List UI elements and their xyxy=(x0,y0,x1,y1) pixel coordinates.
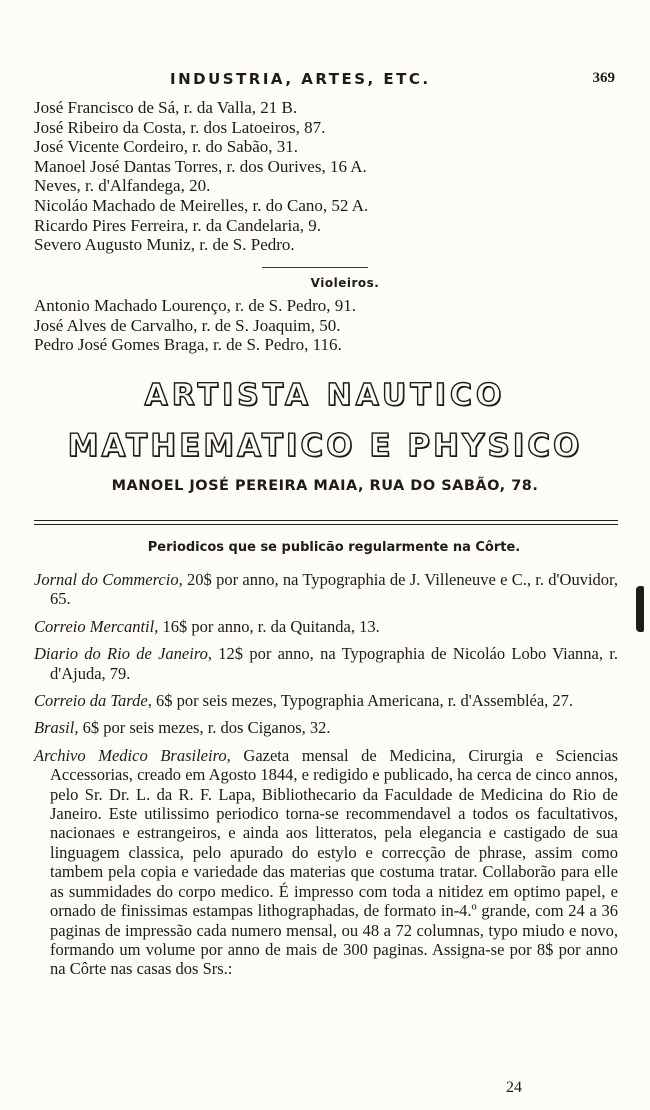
periodical-title: Diario do Rio de Janeiro xyxy=(34,644,208,664)
periodical-details: , 6$ por seis mezes, Typographia Americana, r. d'Assembléa, 27. xyxy=(147,691,574,711)
list-item: Nicoláo Machado de Meirelles, r. do Cano, 52 A. xyxy=(34,195,369,215)
section-divider xyxy=(262,267,368,268)
list-item: Pedro José Gomes Braga, r. de S. Pedro, 116. xyxy=(34,335,342,355)
list-item: José Francisco de Sá, r. da Valla, 21 B. xyxy=(34,98,298,117)
periodical-title: Correio Mercantil, xyxy=(34,616,159,636)
periodical-entry xyxy=(34,570,618,609)
list-item: Ricardo Pires Ferreira, r. da Candelaria, 9. xyxy=(34,215,322,235)
list-item: Antonio Machado Lourenço, r. de S. Pedro, 91. xyxy=(34,296,356,315)
periodicals-list xyxy=(34,570,618,979)
advert-proprietor: MANOEL JOSÉ PEREIRA MAIA, RUA DO SABÃO, 78. xyxy=(111,478,539,494)
periodical-title: Correio da Tarde xyxy=(34,691,148,711)
page-edge-mark xyxy=(636,586,644,632)
violeiros-list xyxy=(34,296,356,355)
section-heading-periodicos: Periodicos que se publicão regularmente na Côrte. xyxy=(147,540,521,555)
periodical-entry xyxy=(34,718,618,737)
list-item: José Alves de Carvalho, r. de S. Joaquim, 50. xyxy=(34,315,341,335)
periodical-title: Brasil, xyxy=(34,718,79,738)
periodical-details: Gazeta mensal de Medicina, Cirurgia e Sciencias Accessorias, creado em Agosto 1844, e redigido e publicado, ha cerca de cinco annos, pelo Sr. Dr. L. da R. F. Lapa, Bibliothecario da Faculdade de Medicina do Rio de Janeiro. Este utilissimo periodico torna-se recommendavel a todos os facultativos, nacionaes e estrangeiros, e ainda aos litteratos, pela elegancia e castigado de sua linguagem classica, pelo apurado do estylo e correcção de phrase, assim como tambem pela copia e variedade das materias que costuma tratar. Collaborão para elle as summidades do corpo medico. É impresso com toda a nitidez em optimo papel, e ornado de finissimas estampas lithographadas, de formato in-4.º grande, com 24 a 36 paginas de impressão cada numero mensal, ou 48 a 72 columnas, typo miudo e novo, formando um volume por anno de mais de 300 paginas. Assigna-se por 8$ por anno na Côrte nas casas dos Srs.: xyxy=(50,745,618,979)
list-item: Severo Augusto Muniz, r. de S. Pedro. xyxy=(34,235,295,255)
signature-mark: 24 xyxy=(506,1079,522,1096)
periodical-title: Jornal do Commercio, xyxy=(34,570,183,589)
double-rule-divider xyxy=(34,520,618,525)
trade-list xyxy=(34,98,368,255)
page-number: 369 xyxy=(592,70,615,86)
periodical-details: 20$ por anno, na Typographia de J. Villeneuve e C., r. d'Ouvidor, 65. xyxy=(50,570,618,609)
list-item: Manoel José Dantas Torres, r. dos Ourives, 16 A. xyxy=(34,156,367,176)
periodical-details: , 12$ por anno, na Typographia de Nicoláo Lobo Vianna, r. d'Ajuda, 79. xyxy=(50,644,618,683)
periodical-entry xyxy=(34,691,618,710)
advert-title-line-1: ARTISTA NAUTICO xyxy=(144,378,506,413)
periodical-details: 16$ por anno, r. da Quitanda, 13. xyxy=(158,616,380,636)
page-header xyxy=(0,70,650,92)
list-item: José Ribeiro da Costa, r. dos Latoeiros, 87. xyxy=(34,117,326,137)
running-head: INDUSTRIA, ARTES, ETC. xyxy=(170,70,431,88)
periodical-entry xyxy=(34,644,618,683)
list-item: José Vicente Cordeiro, r. do Sabão, 31. xyxy=(34,137,299,157)
periodical-entry xyxy=(34,746,618,979)
list-item: Neves, r. d'Alfandega, 20. xyxy=(34,176,211,196)
section-heading-violeiros: Violeiros. xyxy=(310,276,380,290)
periodical-details: 6$ por seis mezes, r. dos Ciganos, 32. xyxy=(78,718,331,738)
periodical-title: Archivo Medico Brasileiro, xyxy=(34,745,231,765)
advert-title-line-2: MATHEMATICO E PHYSICO xyxy=(67,428,583,464)
periodical-entry xyxy=(34,617,618,636)
